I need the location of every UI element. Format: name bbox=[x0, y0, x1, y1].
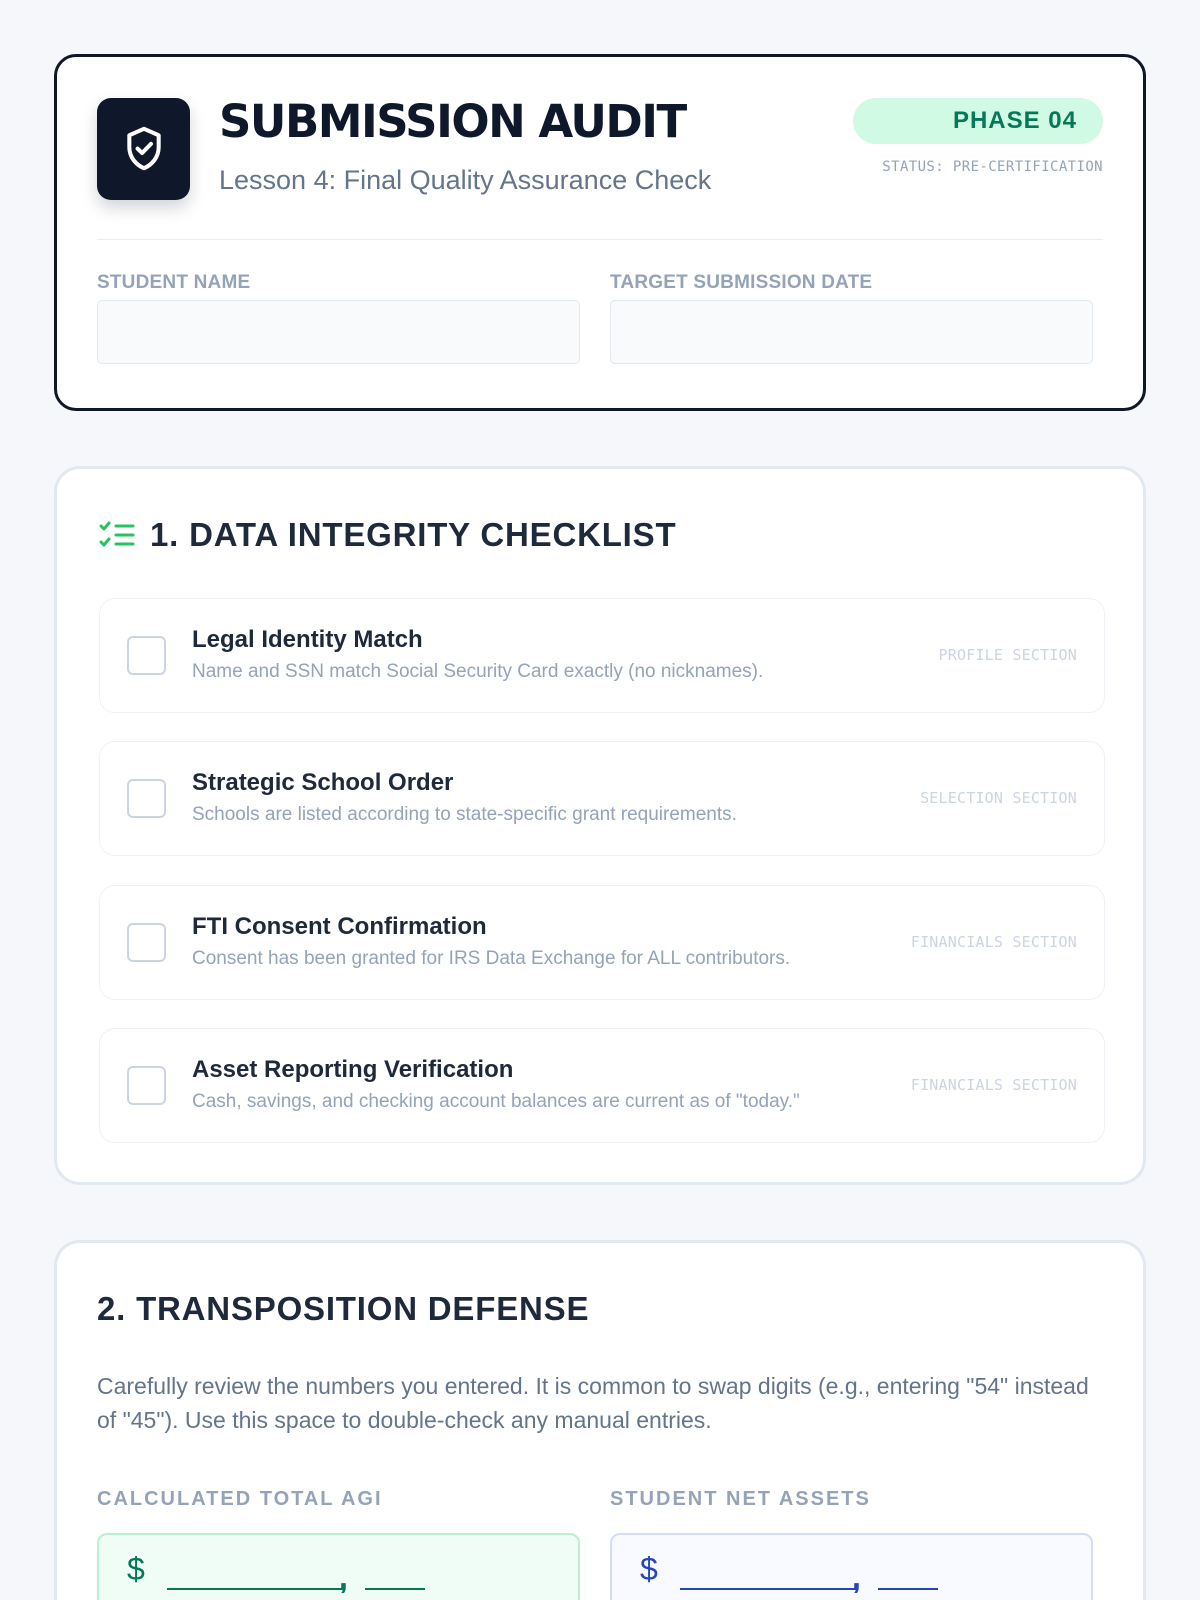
net-assets-label: STUDENT NET ASSETS bbox=[610, 1488, 871, 1510]
net-assets-field[interactable] bbox=[610, 1533, 1093, 1600]
comma-separator: , bbox=[852, 1559, 861, 1595]
item-section-tag: FINANCIALS SECTION bbox=[910, 1076, 1077, 1094]
agi-hundreds-blank[interactable] bbox=[365, 1588, 425, 1590]
item-title: Strategic School Order bbox=[192, 769, 454, 796]
assets-thousands-blank[interactable] bbox=[680, 1588, 858, 1590]
item-title: FTI Consent Confirmation bbox=[192, 913, 487, 940]
page-title: SUBMISSION AUDIT bbox=[219, 95, 686, 148]
item-description: Name and SSN match Social Security Card exactly (no nicknames). bbox=[192, 661, 764, 682]
status-label: STATUS: PRE-CERTIFICATION bbox=[882, 159, 1103, 175]
divider bbox=[97, 239, 1103, 240]
instructions-text: Carefully review the numbers you entered. It is common to swap digits (e.g., entering "54" instead of "45"). Use this space to double-check any manual entries. bbox=[97, 1373, 1089, 1433]
item-section-tag: SELECTION SECTION bbox=[920, 789, 1077, 807]
comma-separator: , bbox=[339, 1559, 348, 1595]
student-name-label: STUDENT NAME bbox=[97, 272, 251, 293]
checklist-item bbox=[99, 1028, 1105, 1143]
agi-field[interactable] bbox=[97, 1533, 580, 1600]
section-title-checklist: 1. DATA INTEGRITY CHECKLIST bbox=[150, 516, 677, 553]
item-section-tag: FINANCIALS SECTION bbox=[910, 933, 1077, 951]
dollar-sign: $ bbox=[640, 1551, 658, 1587]
fti-consent-checkbox[interactable] bbox=[127, 923, 166, 962]
target-date-input[interactable] bbox=[610, 300, 1093, 364]
agi-label: CALCULATED TOTAL AGI bbox=[97, 1488, 383, 1510]
legal-identity-checkbox[interactable] bbox=[127, 636, 166, 675]
dollar-sign: $ bbox=[127, 1551, 145, 1587]
checklist-item bbox=[99, 885, 1105, 1000]
checklist-item bbox=[99, 741, 1105, 856]
transposition-defense-card bbox=[54, 1240, 1146, 1600]
target-date-label: TARGET SUBMISSION DATE bbox=[610, 272, 873, 293]
logo bbox=[97, 98, 190, 200]
data-integrity-card bbox=[54, 466, 1146, 1185]
page-subtitle: Lesson 4: Final Quality Assurance Check bbox=[219, 165, 712, 195]
item-title: Asset Reporting Verification bbox=[192, 1056, 514, 1083]
shield-check-icon bbox=[122, 125, 166, 173]
asset-reporting-checkbox[interactable] bbox=[127, 1066, 166, 1105]
audit-header-card bbox=[54, 54, 1146, 411]
checklist-icon bbox=[99, 520, 135, 552]
school-order-checkbox[interactable] bbox=[127, 779, 166, 818]
item-description: Cash, savings, and checking account balances are current as of "today." bbox=[192, 1091, 800, 1112]
checklist-item bbox=[99, 598, 1105, 713]
item-title: Legal Identity Match bbox=[192, 626, 423, 653]
assets-hundreds-blank[interactable] bbox=[878, 1588, 938, 1590]
item-description: Consent has been granted for IRS Data Exchange for ALL contributors. bbox=[192, 948, 791, 969]
agi-thousands-blank[interactable] bbox=[167, 1588, 345, 1590]
phase-badge: PHASE 04 bbox=[853, 98, 1103, 144]
item-description: Schools are listed according to state-specific grant requirements. bbox=[192, 804, 737, 825]
section-title-transposition: 2. TRANSPOSITION DEFENSE bbox=[97, 1290, 590, 1327]
item-section-tag: PROFILE SECTION bbox=[938, 646, 1077, 664]
student-name-input[interactable] bbox=[97, 300, 580, 364]
